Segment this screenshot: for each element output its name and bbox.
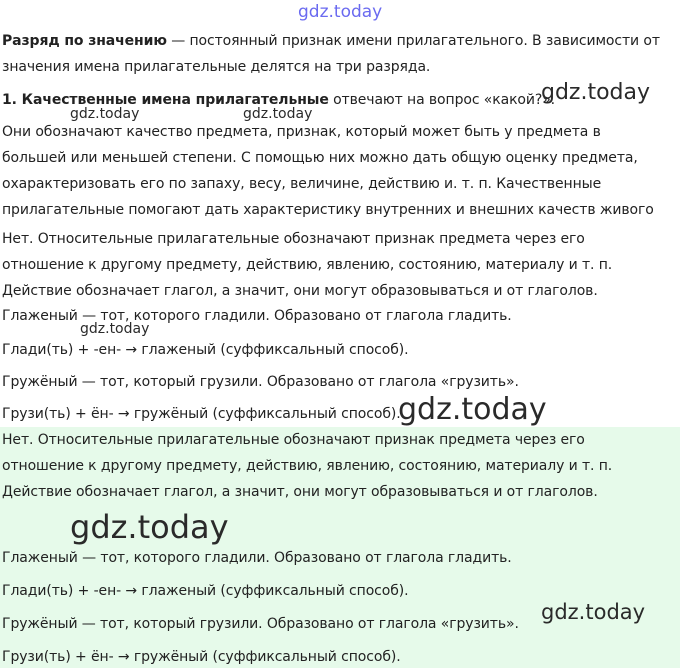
- relative-text-line: отношение к другому предмету, действию, явлению, состоянию, материалу и т. п.: [2, 257, 613, 273]
- watermark-top: gdz.today: [298, 2, 383, 22]
- qualitative-heading: 1. Качественные имена прилагательные отвечают на вопрос «какой?».: [2, 92, 556, 108]
- watermark: gdz.today: [80, 321, 150, 337]
- example-gruzheny-definition: Гружёный — тот, который грузили. Образовано от глагола «грузить».: [2, 374, 519, 390]
- intro-line-2: значения имена прилагательные делятся на три разряда.: [2, 59, 431, 75]
- qualitative-text-line: Они обозначают качество предмета, признак, который может быть у предмета в: [2, 124, 601, 140]
- qualitative-text-line: охарактеризовать его по запаху, весу, величине, действию и. т. п. Качественные: [2, 176, 602, 192]
- answer-glazheny-formula: Глади(ть) + -ен- → глаженый (суффиксальный способ).: [2, 583, 409, 599]
- watermark: gdz.today: [398, 392, 547, 427]
- intro-term: Разряд по значению: [2, 33, 167, 49]
- intro-line-1: Разряд по значению — постоянный признак имени прилагательного. В зависимости от: [2, 33, 660, 49]
- qualitative-term: 1. Качественные имена прилагательные: [2, 92, 329, 108]
- answer-relative-text-line: Нет. Относительные прилагательные обозначают признак предмета через его: [2, 432, 585, 448]
- example-gruzheny-formula: Грузи(ть) + ён- → гружёный (суффиксальный способ).: [2, 406, 401, 422]
- example-glazheny-formula: Глади(ть) + -ен- → глаженый (суффиксальный способ).: [2, 342, 409, 358]
- relative-text-line: Действие обозначает глагол, а значит, они могут образовываться и от глаголов.: [2, 283, 598, 299]
- watermark: gdz.today: [243, 106, 313, 122]
- answer-relative-text-line: отношение к другому предмету, действию, явлению, состоянию, материалу и т. п.: [2, 458, 613, 474]
- answer-relative-text-line: Действие обозначает глагол, а значит, они могут образовываться и от глаголов.: [2, 484, 598, 500]
- qualitative-text-line: большей или меньшей степени. С помощью них можно дать общую оценку предмета,: [2, 150, 638, 166]
- watermark: gdz.today: [70, 106, 140, 122]
- watermark: gdz.today: [70, 508, 229, 546]
- answer-glazheny-definition: Глаженый — тот, которого гладили. Образовано от глагола гладить.: [2, 550, 512, 566]
- answer-gruzheny-definition: Гружёный — тот, который грузили. Образовано от глагола «грузить».: [2, 616, 519, 632]
- relative-text-line: Нет. Относительные прилагательные обозначают признак предмета через его: [2, 231, 585, 247]
- watermark: gdz.today: [541, 80, 651, 105]
- qualitative-text-line: прилагательные помогают дать характеристику внутренних и внешних качеств живого: [2, 202, 654, 218]
- watermark: gdz.today: [541, 600, 646, 624]
- answer-gruzheny-formula: Грузи(ть) + ён- → гружёный (суффиксальный способ).: [2, 649, 401, 665]
- example-glazheny-definition: Глаженый — тот, которого гладили. Образовано от глагола гладить.: [2, 308, 512, 324]
